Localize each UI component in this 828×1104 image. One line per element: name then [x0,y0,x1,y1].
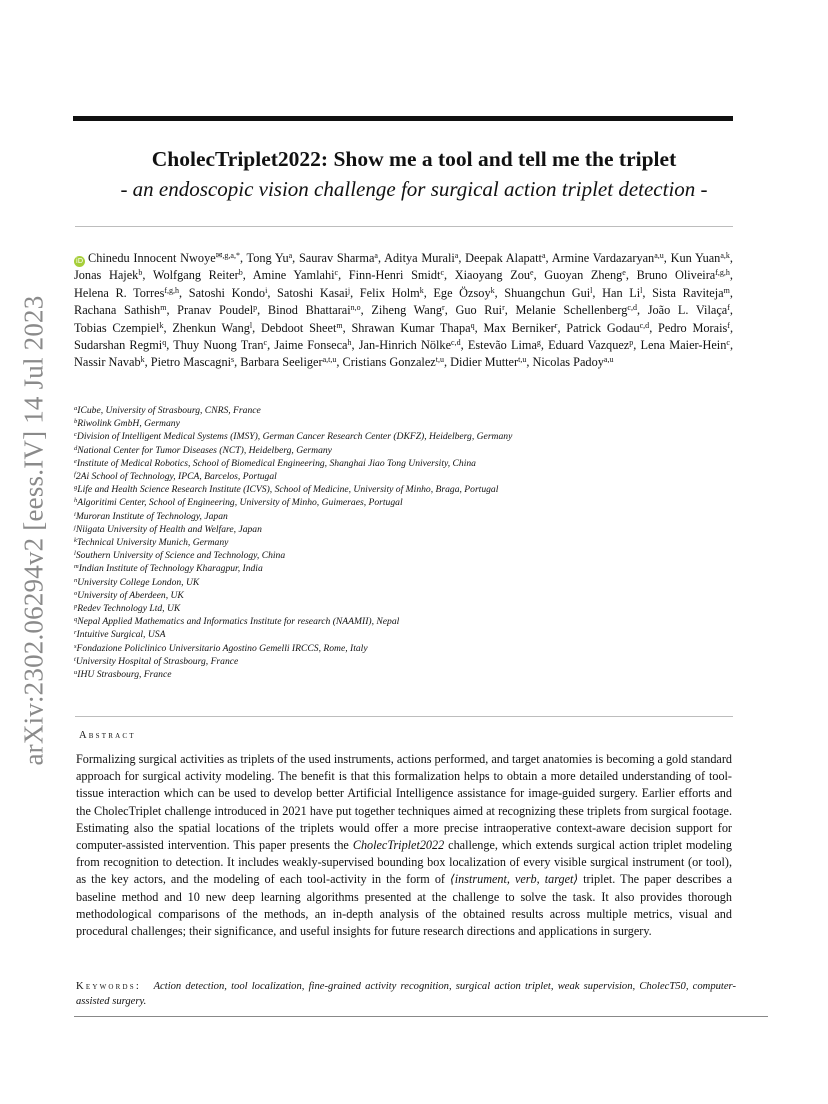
affiliation-key: q [74,616,78,624]
author-affiliation-marks: k [490,285,495,295]
author-affiliation-marks: a,t,u [322,355,337,365]
author-name [351,321,474,335]
author-name [468,338,541,352]
author-name-text: Han Li [602,285,641,300]
author-affiliation-marks: a,u [603,355,614,365]
author-name [515,303,636,317]
author-name-text: Nassir Navab [74,355,141,370]
affiliation-key: p [74,603,78,611]
author-name [566,321,649,335]
author-affiliation-marks: a [454,251,459,260]
author-affiliation-marks: m [336,320,343,330]
affiliation-key: t [74,655,76,663]
affiliation-text: National Center for Tumor Diseases (NCT), Heidelberg, Germany [77,444,332,456]
author-name-text: Pranav Poudel [177,303,254,318]
author-affiliation-marks: k [419,285,424,295]
affiliation-key: i [74,510,76,518]
affiliation-text: ICube, University of Strasbourg, CNRS, France [77,405,261,416]
author-affiliation-marks: q [162,338,167,348]
affiliation-item [74,549,734,562]
author-affiliation-marks: j [347,285,351,295]
author-name [648,303,730,317]
affiliation-item [74,444,734,457]
author-name [74,251,240,265]
author-name [74,321,163,335]
author-name [671,251,730,265]
affiliation-key: u [74,669,78,677]
author-affiliation-marks: i [265,285,268,295]
author-affiliation-marks: ✉,g,a,* [215,251,240,260]
author-name [74,286,179,300]
affiliation-text: Redev Technology Ltd, UK [77,603,181,615]
author-affiliation-marks: b [238,268,243,278]
author-name [455,303,504,317]
author-name [253,268,338,282]
author-affiliation-marks: p [629,338,634,348]
title-divider [75,226,733,227]
affiliation-key: j [74,523,76,531]
affiliation-text: Algoritimi Center, School of Engineering, University of Minho, Guimeraes, Portugal [77,497,403,509]
affiliation-key: c [74,431,77,439]
author-name [455,268,534,282]
author-name-text: João L. Vilaça [647,303,728,318]
author-name-text: Rachana Sathish [74,303,161,318]
author-affiliation-marks: f [727,303,730,313]
footer-divider [74,1016,768,1017]
author-name [483,321,557,335]
author-name-text: Aditya Murali [384,251,455,265]
affiliation-text: Technical University Munich, Germany [76,537,229,549]
affiliation-item [74,523,734,536]
author-name-text: Jaime Fonseca [274,338,348,353]
affiliation-key: a [74,405,78,412]
affiliation-item [74,589,734,602]
affiliation-text: Muroran Institute of Technology, Japan [75,510,228,522]
author-name [172,321,252,335]
author-name-text: Lena Maier-Hein [640,338,727,353]
author-affiliation-marks: r [554,320,558,330]
affiliation-item [74,417,734,430]
author-name [177,303,257,317]
author-affiliation-marks: f,g,h [715,268,730,278]
affiliation-text: Nepal Applied Mathematics and Informatics Institute for research (NAAMII), Nepal [77,616,400,628]
author-name [552,251,664,265]
author-name [465,251,545,265]
author-affiliation-marks: c [440,268,445,278]
affiliation-text: University College London, UK [77,576,200,588]
author-affiliation-marks: t,u [518,355,527,365]
affiliation-text: Indian Institute of Technology Kharagpur, India [78,563,263,575]
author-affiliation-marks: f [727,320,730,330]
affiliation-text: Southern University of Science and Technology, China [75,550,286,562]
author-affiliation-marks: f,g,h [164,285,180,295]
author-affiliation-marks: n,o [350,303,361,313]
paper-title: CholecTriplet2022: Show me a tool and tell me the triplet [151,147,677,171]
affiliation-key: b [74,418,78,426]
abstract-divider [75,716,733,717]
author-name-text: Didier Mutter [450,355,519,370]
author-name-text: Ege Özsoy [433,285,491,300]
affiliation-text: Intuitive Surgical, USA [76,629,166,641]
affiliation-item [74,404,734,417]
author-affiliation-marks: a [288,251,293,260]
author-name-text: Debdoot Sheet [260,320,337,335]
affiliation-item [74,562,734,575]
author-name-text: Finn-Henri Smidt [348,268,441,283]
author-name-text: Patrick Godau [566,320,640,335]
author-name [384,251,458,265]
author-name [74,268,142,282]
author-name [151,355,234,369]
author-affiliation-marks: q [470,320,475,330]
author-affiliation-marks: b [138,268,143,278]
affiliation-key: g [74,484,78,492]
author-affiliation-marks: c [726,338,730,348]
author-name-text: Satoshi Kasai [277,285,348,300]
author-name [173,338,267,352]
abstract-text-part-3: triplet. The paper describes a baseline method and 10 new deep learning algorithms presented at the challenge to solve the task. It also provides thorough methodological comparisons of the methods, an in-depth analysis of the obtained results across multiple metrics, visual and procedural challenges; their significance, and useful insights for future research directions and applications in surgery. [76,872,732,939]
author-name-text: Saurav Sharma [298,251,375,265]
author-name-text: Kun Yuan [670,251,721,265]
author-affiliation-marks: k [159,320,164,330]
author-name-text: Eduard Vazquez [548,338,630,353]
affiliation-item [74,470,734,483]
author-name [189,286,268,300]
author-name [504,286,592,300]
author-name [450,355,526,369]
orcid-icon[interactable]: iD [75,257,84,265]
author-name [343,355,444,369]
author-name-text: Cristians Gonzalez [342,355,436,370]
affiliation-text: Niigata University of Health and Welfare, Japan [75,523,262,535]
author-name-text: Pietro Mascagni [150,355,232,370]
author-affiliation-marks: r [502,303,505,313]
author-name-text: Armine Vardazaryan [551,251,655,265]
author-name [658,321,730,335]
author-name-text: Ziheng Wang [371,303,443,318]
author-affiliation-marks: e [622,268,626,278]
top-rule [73,116,733,121]
author-affiliation-marks: m [723,285,730,295]
affiliation-text: Fondazione Policlinico Universitario Agostino Gemelli IRCCS, Rome, Italy [76,642,368,654]
author-name [274,338,351,352]
author-name-text: Satoshi Kondo [188,285,266,300]
author-name-text: Sudarshan Regmi [74,338,163,353]
author-name [349,268,444,282]
author-name [74,355,145,369]
affiliation-item [74,457,734,470]
author-name [602,286,642,300]
abstract-body [76,751,732,940]
author-name-text: Estevão Lima [467,338,537,353]
author-name-text: Xiaoyang Zou [454,268,531,283]
author-name [544,268,626,282]
affiliation-text: 2Ai School of Technology, IPCA, Barcelos, Portugal [75,471,277,483]
author-name-text: Guo Rui [455,303,503,318]
author-name-text: Shuangchun Gui [504,285,591,300]
author-name [433,286,494,300]
affiliation-text: Division of Intelligent Medical Systems (IMSY), German Cancer Research Center (DKFZ), Heidelberg, Germany [76,431,513,443]
author-name [153,268,243,282]
author-name [533,355,614,369]
author-affiliation-marks: p [253,303,258,313]
author-name-text: Guoyan Zheng [544,268,623,283]
paper-subtitle: - an endoscopic vision challenge for surgical action triplet detection - [120,177,708,201]
author-name [548,338,633,352]
challenge-name: CholecTriplet2022 [352,838,445,853]
author-affiliation-marks: l [640,285,643,295]
author-affiliation-marks: a,u [654,251,664,260]
affiliation-text: Life and Health Science Research Institute (ICVS), School of Medicine, University of Minho, Braga, Portugal [77,484,499,496]
author-name [268,303,361,317]
affiliation-key: r [74,629,77,637]
author-affiliation-marks: h [347,338,352,348]
affiliation-list [74,404,734,681]
author-affiliation-marks: a [541,251,546,260]
author-name-text: Binod Bhattarai [267,303,351,318]
author-affiliation-marks: c,d [639,320,650,330]
affiliation-item [74,602,734,615]
author-name-text: Max Berniker [483,320,555,335]
author-affiliation-marks: m [160,303,167,313]
author-name-text: Deepak Alapatt [465,251,542,265]
affiliation-text: Institute of Medical Robotics, School of Biomedical Engineering, Shanghai Jiao Tong University, China [76,457,476,469]
author-name [641,338,730,352]
author-name-text: Zhenkun Wang [172,320,250,335]
affiliation-item [74,615,734,628]
author-name [652,286,730,300]
author-name [74,303,166,317]
author-name [247,251,293,265]
author-affiliation-marks: c [334,268,339,278]
author-name-text: Jonas Hajek [74,268,139,283]
arxiv-identifier-stamp: arXiv:2302.06294v2 [eess.IV] 14 Jul 2023 [18,295,49,766]
author-name-text: Tobias Czempiel [74,320,160,335]
affiliation-key: l [74,550,76,558]
author-name-text: Melanie Schellenberg [515,303,628,318]
abstract-text-part-2: challenge, which extends surgical action triplet modeling from recognition to detection. It includes weakly-supervised bounding box localization of every visible surgical instrument (or tool), as the key actors, and the modeling of each tool-activity in the form of [76,838,732,887]
affiliation-key: o [74,589,78,597]
affiliation-item [74,510,734,523]
author-affiliation-marks: c [263,338,268,348]
author-name-text: Sista Raviteja [652,285,724,300]
affiliation-key: f [74,471,76,479]
author-name-text: Barbara Seeliger [240,355,323,370]
author-affiliation-marks: l [590,285,593,295]
author-name-text: Amine Yamlahi [252,268,335,283]
author-name [240,355,336,369]
author-name-text: Felix Holm [359,285,420,300]
author-name [371,303,444,317]
author-name [277,286,350,300]
affiliation-item [74,628,734,641]
affiliation-item [74,576,734,589]
abstract-text-part-1: Formalizing surgical activities as triplets of the used instruments, actions performed, and target anatomies is becoming a gold standard approach for surgical activity modeling. The benefit is that this formalization helps to obtain a more detailed understanding of tool-tissue interaction which can be used to develop better Artificial Intelligence assistance for image-guided surgery. Earlier efforts and the CholecTriplet challenge introduced in 2021 have put together techniques aimed at recognizing these triplets from surgical footage. Estimating also the spatial locations of the triplets would offer a more precise intraoperative context-aware decision support for computer-assisted intervention. This paper presents the [76,752,732,853]
author-name [74,338,166,352]
author-name-text: Nicolas Padoy [532,355,604,370]
affiliation-key: d [74,444,78,452]
affiliation-key: h [74,497,78,505]
affiliation-text: University of Aberdeen, UK [77,589,184,601]
author-affiliation-marks: t,u [435,355,444,365]
affiliation-key: n [74,576,78,584]
affiliation-text: University Hospital of Strasbourg, France [75,655,239,667]
keywords-text: Action detection, tool localization, fine-grained activity recognition, surgical action triplet, weak supervision, CholecT50, computer-assisted surgery. [76,981,736,1008]
affiliation-text: Riwolink GmbH, Germany [77,418,180,430]
author-affiliation-marks: l [249,320,253,330]
author-name-text: Thuy Nuong Tran [173,338,264,353]
author-name-text: Tong Yu [246,251,289,265]
affiliation-key: e [74,457,77,465]
author-affiliation-marks: c,d [451,338,461,348]
author-name-text: Helena R. Torres [74,285,165,300]
affiliation-item [74,536,734,549]
affiliation-item [74,483,734,496]
author-name [359,338,461,352]
affiliation-key: k [74,537,77,545]
author-affiliation-marks: g [536,338,541,348]
affiliation-item [74,655,734,668]
author-name-text: Chinedu Innocent Nwoye [88,251,216,265]
author-name-text: Pedro Morais [658,320,728,335]
keywords-label: Keywords: [76,981,142,992]
affiliation-item [74,496,734,509]
affiliation-text: IHU Strasbourg, France [77,669,172,681]
author-name-text: Jan-Hinrich Nölke [358,338,452,353]
triplet-format: ⟨instrument, verb, target⟩ [450,872,579,887]
affiliation-key: m [74,563,79,571]
abstract-heading: Abstract [79,730,136,741]
author-name [261,321,343,335]
author-name [360,286,424,300]
author-name-text: Wolfgang Reiter [152,268,239,283]
author-affiliation-marks: c,d [627,303,637,313]
author-list: iD Chinedu Innocent Nwoye$^{✉,g,a,*}$, Tong Yu$^a$, Saurav Sharma$^a$, Aditya Murali$^a$, Deepak Alapatt$^a$, Armine Vardazaryan$^{a,u}$, Kun Yuan$^{a,k}$, Jonas Hajek$^b$, Wolfgang Reiter$^b$, Amine Yamlahi$^c$, Finn-Henri Smidt$^c$, Xiaoyang Zou$^e$, Guoyan Zheng$^e$, Bruno Oliveira$^{f,g,h}$, Helena R. Torres$^{f,g,h}$, Satoshi Kondo$^i$, Satoshi Kasai$^j$, Felix Holm$^k$, Ege Özsoy$^k$, Shuangchun Gui$^l$, Han Li$^l$, Sista Raviteja$^m$, Rachana Sathish$^m$, Pranav Poudel$^p$, Binod Bhattarai$^{n,o}$, Ziheng Wang$^r$, Guo Rui$^r$, Melanie Schellenberg$^{c,d}$, João L. Vilaça$^f$, Tobias Czempiel$^k$, Zhenkun Wang$^l$, Debdoot Sheet$^m$, Shrawan Kumar Thapa$^q$, Max Berniker$^r$, Patrick Godau$^{c,d}$, Pedro Morais$^f$, Sudarshan Regmi$^q$, Thuy Nuong Tran$^c$, Jaime Fonseca$^h$, Jan-Hinrich Nölke$^{c,d}$, Estevão Lima$^g$, Eduard Vazquez$^p$, Lena Maier-Hein$^c$, Nassir Navab$^k$, Pietro Mascagni$^s$, Barbara Seeliger$^{a,t,u}$, Cristians Gonzalez$^{t,u}$, Didier Mutter$^{t,u}$, Nicolas Padoy$^{a,u}$ [74,251,734,370]
author-affiliation-marks: a [374,251,378,260]
affiliation-item [74,642,734,655]
keywords-block [76,979,736,1010]
affiliation-item [74,668,734,681]
author-name-text: Bruno Oliveira [636,268,716,283]
author-affiliation-marks: a,k [720,251,730,260]
author-affiliation-marks: e [530,268,534,278]
affiliation-item [74,430,734,443]
affiliation-key: s [74,642,77,650]
author-affiliation-marks: k [140,355,145,365]
author-affiliation-marks: r [442,303,445,313]
author-name [299,251,378,265]
author-name [637,268,730,282]
author-affiliation-marks: s [231,355,235,365]
author-name-text: Shrawan Kumar Thapa [351,320,471,335]
